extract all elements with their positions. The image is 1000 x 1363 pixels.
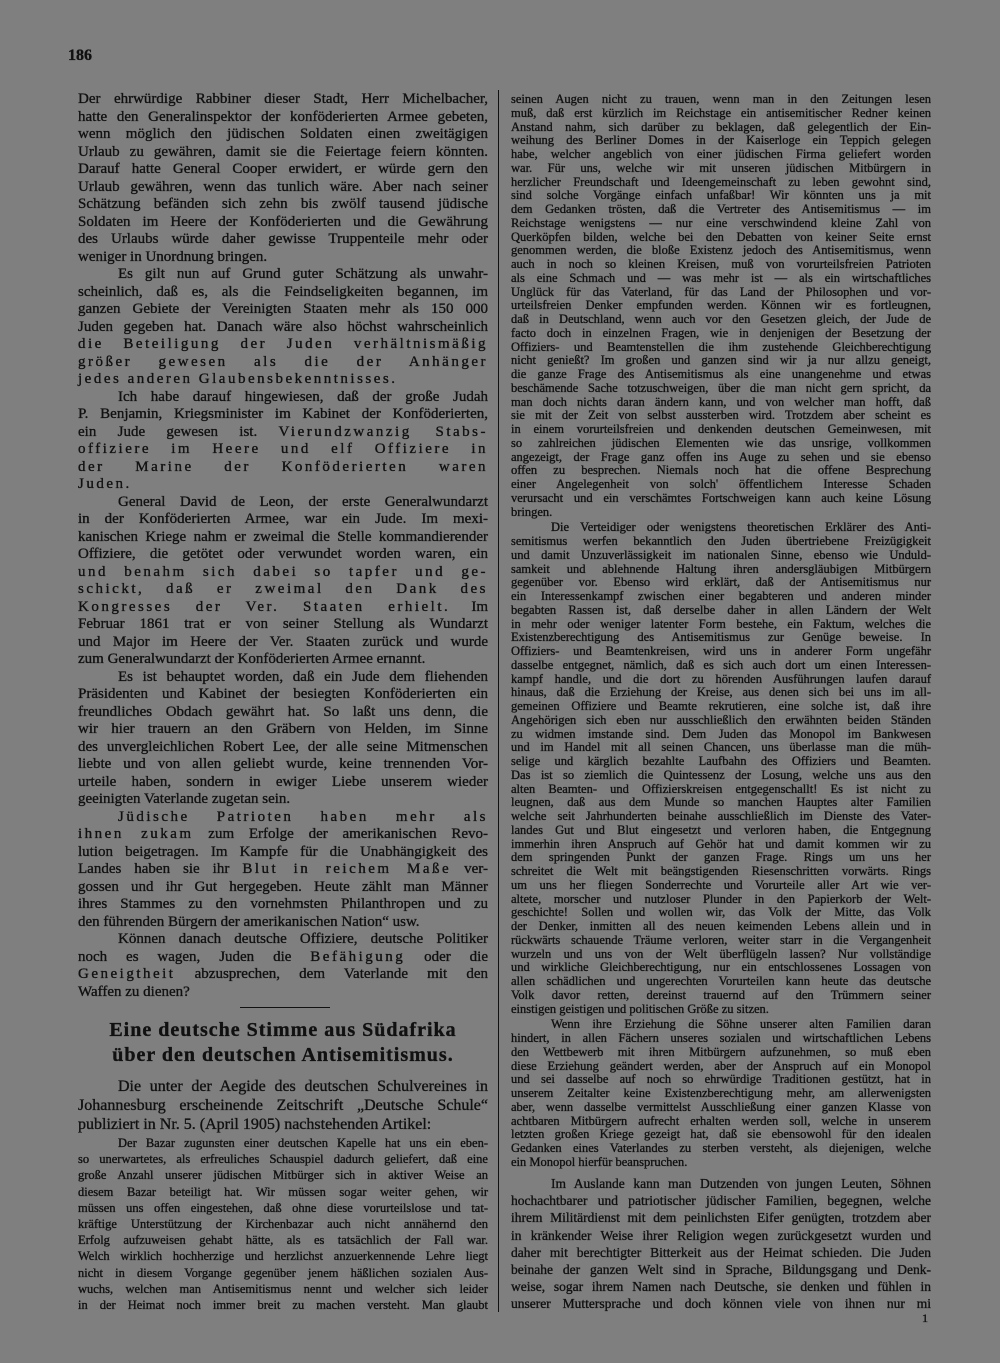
text-segment: Landes haben sie ihr: [78, 861, 243, 877]
text-line: in einem vorurteilsfreien und denkenden deutschen Gemeinwesen, mit: [511, 422, 931, 436]
text-line: hatte den Generalinspektor der konföderierten Armee gebeten,: [78, 108, 488, 125]
text-line: leugnen, daß aus dem Munde so manchen Hauptes alter Familien: [511, 795, 931, 810]
text-line: beschämende Sache totzuschweigen, über die man nicht gern spricht, da: [511, 380, 931, 395]
text-line: Anstand nahm, sich darüber zu beklagen, daß gelegentlich der Ein-: [511, 119, 931, 134]
text-line: landes Gut und Blut eingesetzt und verloren haben, die Entgegnung: [511, 822, 931, 837]
text-line: [78, 459, 488, 477]
spaced-emphasis: Blut in reichem Maße: [242, 861, 452, 877]
text-line: rückwärts schauende Träume verloren, weiter starr in die Vergangenheit: [511, 932, 931, 947]
text-line: geeinigten Vaterlande zugetan sein.: [78, 791, 291, 807]
text-line: der Denker, inmitten all des neuen keimenden Lebens allein und in: [511, 919, 931, 933]
text-line: freundliches Obdach gewährt hat. So laßt uns denn, die: [78, 703, 488, 720]
text-line: beinahe der ganzen Welt sind in Sprache, Bildungsgang und Denk-: [511, 1262, 931, 1278]
text-segment: ver-: [451, 861, 488, 877]
page-number: 186: [68, 47, 92, 64]
text-line: aber, wenn dasselbe vermittelst Ausschließung einer ganzen Klasse von: [511, 1099, 931, 1114]
text-line: daher mit berechtigter Bitterkeit aus der Heimat schieden. Die Juden: [511, 1244, 931, 1260]
text-line: ein Monopol hierfür beanspruchen.: [511, 1154, 688, 1169]
paragraph: [78, 669, 488, 809]
text-line: seinen Augen nicht zu trauen, wenn man in den Zeitungen lesen: [511, 92, 931, 106]
paragraph: [78, 1077, 488, 1134]
text-line: und im Handel mit all seinen Chancen, uns überlasse man die müh-: [511, 740, 931, 755]
text-line: semitismus werfen bekanntlich den Juden übertriebene Freizügigkeit: [511, 534, 931, 548]
text-line: kampf handle, und die dort zu hörenden Ausführungen laufen darauf: [511, 671, 931, 686]
spaced-emphasis: jedes anderen Glaubensbekenntnisses.: [78, 371, 398, 387]
paragraph: [511, 1175, 931, 1313]
spaced-emphasis: Jüdische Patrioten haben mehr als: [118, 808, 488, 825]
text-line: urteilsfreien Denker empfunden werden. Können wir es fortleugnen,: [511, 298, 931, 313]
text-line: Offiziers- und Beamtenstellen die ihm zustehende Gleichberechtigung: [511, 339, 931, 354]
article-intro: [78, 1077, 488, 1134]
text-line: selige und kärglich bezahlte Laufbahn des Offiziers und Beamten.: [511, 754, 931, 768]
text-line: zu widmen imstande sind. Dem Juden das Monopol im Bankwesen: [511, 726, 931, 741]
text-line: hindert, in allen Fächern unseres sozialen und wirtschaftlichen Lebens: [511, 1031, 931, 1045]
text-line: alten Beamten- und Offizierskreisen entgegenschallt! Es ist nicht zu: [511, 781, 931, 796]
text-line: so zahlreichen jüdischen Elementen wie das unsrige, vollkommen: [511, 435, 931, 450]
text-line: immerhin ihren Anspruch auf Gehör hat und damit kommen wir zu: [511, 836, 931, 851]
text-line: als eine Schmach und — was mehr ist — als ein wirtschaftliches: [511, 270, 931, 285]
text-line: weniger in Unordnung bringen.: [78, 248, 268, 265]
text-line: letzten großen Kriege gezeigt hat, daß sie ebensowohl für den idealen: [511, 1127, 931, 1142]
spaced-emphasis: die Beteiligung der Juden verhältnismäßig: [78, 336, 488, 352]
text-line: [78, 599, 488, 617]
text-segment: oder die: [405, 948, 489, 965]
text-line: habe, welcher angeblich von einer jüdischen Firma geliefert worden: [511, 147, 931, 161]
paragraph: [78, 389, 488, 494]
text-line: welche seit Jahrhunderten beinahe ausschließlich im Dienste des Vater-: [511, 809, 931, 823]
text-line: Es ist behauptet worden, daß ein Jude dem fliehenden: [118, 668, 488, 685]
text-line: Querköpfen bilden, welche bei den Debatten von keiner Seite ernst: [511, 229, 931, 244]
text-line: Wenn ihre Erziehung die Söhne unserer alten Familien daran: [551, 1017, 931, 1032]
quoted-article-start: [78, 1135, 488, 1313]
heading-line: über den deutschen Antisemitismus.: [112, 1044, 454, 1066]
text-line: die ganze Frage des Antisemitismus als eine unangenehme und etwas: [511, 367, 931, 381]
text-line: man doch nichts daran ändern kann, und von welcher man hofft, daß: [511, 394, 931, 409]
text-line: gemeinen Offiziere und Beamte rekrutieren, eine solche ist, daß ihre: [511, 699, 931, 713]
text-line: einstigen geistigen und politischen Größe zu sitzen.: [511, 1001, 769, 1016]
text-line: um uns her fliegen Sonderrechte und Vorurteile aller Art wie ver-: [511, 877, 931, 892]
text-line: [78, 336, 488, 354]
text-line: muß, daß erst kürzlich im Reichstage ein antisemitischer Redner keinen: [511, 105, 931, 120]
spaced-emphasis: Juden.: [78, 476, 132, 492]
spaced-emphasis: der Marine der Konföderierten waren: [78, 458, 488, 475]
text-line: Angehörigen sich eben nur ausschließlich den erwähnten beiden Ständen: [511, 712, 931, 727]
text-line: dem springenden Punkt der ganzen Frage. Rings um uns her: [511, 850, 931, 865]
text-segment: noch es wagen, Juden die: [78, 948, 311, 965]
text-line: genommen werden, die bloße Existenz jedoch des Antisemitismus, wenn: [511, 243, 931, 258]
text-line: unserem Zeitalter keine Existenzberechtigung mehr, am allerwenigsten: [511, 1086, 931, 1100]
spaced-emphasis: ihnen zukam: [78, 826, 194, 842]
spaced-emphasis: Befähigung: [310, 948, 406, 965]
text-line: Der Bazar zugunsten einer deutschen Kapelle hat uns ein eben-: [118, 1136, 488, 1150]
text-line: Können danach deutsche Offiziere, deutsche Politiker: [118, 931, 488, 947]
spaced-emphasis: größer gewesen als die der Anhänger: [78, 353, 488, 370]
text-line: hinaus, daß die Erziehung der Kreise, aus denen sich bei uns im all-: [511, 685, 931, 700]
text-line: und sei dasselbe auf noch so ehrwürdige Traditionen gestützt, hat in: [511, 1072, 931, 1087]
text-line: den führenden Bürgern der amerikanischen Nation“ usw.: [78, 913, 420, 930]
text-line: [78, 441, 488, 459]
text-line: Ich habe darauf hingewiesen, daß der große Judah: [118, 388, 488, 405]
text-line: herzlicher Freundschaft und Ideengemeinschaft zu leben gewohnt sind,: [511, 174, 931, 189]
text-line: ihres Stammes zu den vornehmsten Philanthropen und zu: [78, 896, 488, 912]
paragraph: [78, 1135, 488, 1313]
paragraph: [511, 521, 931, 1016]
text-line: geschichte! Sollen und wollen wir, das Volk der Mitte, das Volk: [511, 905, 931, 920]
text-line: war. Für uns, welche wir mit unseren jüdischen Mitbürgern in: [511, 160, 931, 175]
signature-mark: 1: [922, 1311, 928, 1325]
paragraph: [78, 494, 488, 669]
text-line: den Wettbewerb mit ihren Mitbürgern aufzunehmen, so muß eben: [511, 1044, 931, 1059]
text-line: samkeit und ablehnende Haltung ihren andersgläubigen Mitbürgern: [511, 561, 931, 576]
text-line: zum Generalwundarzt der Konföderierten Armee ernannt.: [78, 651, 426, 667]
text-line: Darauf hatte General Cooper erwidert, er würde gern den: [78, 161, 488, 177]
text-line: Volk davor retten, dereinst trauernd auf den Trümmern seiner: [511, 987, 931, 1002]
text-line: ein Interessenkampf zwischen einer begabteren und anderen minder: [511, 589, 931, 603]
column-divider: [498, 90, 499, 1312]
spaced-emphasis: Geneigtheit: [78, 966, 176, 982]
text-line: Existenzberechtigung des Antisemitismus zur Genüge beweise. In: [511, 630, 931, 645]
text-line: weihung des Berliner Domes in der Kaiserloge ein Teppich gelegen: [511, 133, 931, 148]
text-line: wenn möglich den jüdischen Soldaten einen zweitägigen: [78, 126, 488, 142]
text-line: in mehr oder weniger latenter Form bestehe, ein Faktum, welches die: [511, 616, 931, 631]
text-line: gegenüber vor. Ebenso wird erklärt, daß der Antisemitismus nur: [511, 575, 931, 590]
text-line: des unvergleichlichen Robert Lee, der alle seine Mitmenschen: [78, 738, 488, 755]
text-line: P. Benjamin, Kriegsminister im Kabinet der Konföderierten,: [78, 406, 488, 422]
text-line: lution beigetragen. Im Kampfe für die Unabhängigkeit des: [78, 843, 488, 860]
text-line: weise, sogar ihrem Namen nach Deutsche, sie denken und fühlen in: [511, 1279, 931, 1295]
section-divider: [240, 1007, 330, 1008]
text-line: große Anzahl unserer jüdischen Mitbürger sich in aktiver Weise an: [78, 1168, 488, 1183]
text-line: nicht genießt? Im großen und ganzen sind wir ja nur allzu geneigt,: [511, 353, 931, 368]
text-line: auch in noch so kleinen Kreisen, muß von vorurteilsfreien Patrioten: [511, 257, 931, 271]
text-line: Welch wirklich hochherzige und herzlichst anzuerkennende Lehre liegt: [78, 1249, 488, 1264]
text-line: urteile haben, sondern in ewiger Liebe unserem wieder: [78, 773, 488, 790]
text-line: [78, 809, 488, 827]
spaced-emphasis: offiziere im Heere und elf Offiziere in: [78, 441, 488, 457]
text-line: in der Heimat noch immer breit zu machen versteht. Man glaubt: [78, 1298, 488, 1313]
text-line: so unerwartetes, als erfreuliches Schauspiel dadurch geliefert, daß eine: [78, 1152, 488, 1167]
text-line: diesem Bazar beteiligt hat. Wir müssen sogar weiter gehen, wir: [78, 1184, 488, 1199]
text-line: Im Auslande kann man Dutzenden von jungen Leuten, Söhnen: [551, 1176, 931, 1191]
text-line: [78, 354, 488, 372]
article-heading: [78, 1018, 488, 1068]
text-line: einer Angelegenheit von solch' öffentlichem Interesse Schaden: [511, 477, 931, 491]
text-line: Es gilt nun auf Grund guter Schätzung als unwahr-: [118, 266, 488, 282]
paragraph: [511, 93, 931, 519]
spaced-emphasis: schickt, daß er zweimal den Dank des: [78, 581, 488, 597]
text-line: bringen.: [511, 504, 553, 519]
text-line: [78, 826, 488, 844]
paragraph: [511, 1018, 931, 1169]
text-line: altete, morscher und nutzloser Plunder in den Papierkorb der Welt-: [511, 891, 931, 906]
text-line: kanischen Kriege nahm er zweimal die Stelle kommandierender: [78, 528, 488, 545]
text-line: sind solche Vorgänge einfach unfaßbar! Wir könnten uns ja mit: [511, 188, 931, 203]
text-line: Johannesburg erscheinende Zeitschrift „Deutsche Schule“: [78, 1097, 488, 1114]
text-line: wir hier trauern an den Gräbern von Helden, im Sinne: [78, 721, 488, 737]
left-column-text: [78, 91, 488, 1001]
text-line: offen zu besprechen. Niemals noch hat die offene Besprechung: [511, 463, 931, 478]
text-line: Unglück für das Vaterland, für das Land der Philosophen und vor-: [511, 284, 931, 299]
paragraph: [78, 809, 488, 932]
text-line: und Major im Heere der Ver. Staaten zurück und wurde: [78, 633, 488, 650]
text-line: [78, 424, 488, 442]
text-line: daß in Deutschland, wenn auch vor den Gesetzen gleich, der Jude de: [511, 312, 931, 326]
text-line: allen schädlichen und ungerechten Vorurteilen kann heute das deutsche: [511, 974, 931, 988]
text-line: dasselbe entgegnet, nämlich, daß es sich auch dort um einen Interessen-: [511, 657, 931, 672]
text-line: [78, 371, 488, 389]
text-line: sie mit der Zeit von selbst aussterben wird. Trotzdem aber scheint es: [511, 408, 931, 423]
text-line: liebte und von allen geliebt wurde, keine trennenden Vor-: [78, 756, 488, 772]
text-line: in der Konföderierten Armee, war ein Jude. Im mexi-: [78, 511, 488, 527]
text-line: müssen uns offen eingestehen, daß ohne diese vorurteilslose und tat-: [78, 1200, 488, 1215]
text-line: [78, 476, 488, 494]
text-line: [78, 966, 488, 984]
text-line: Präsidenten und Kabinet der besiegten Konföderierten ein: [78, 686, 488, 702]
text-line: angezeigt, der Frage ganz offen ins Auge zu sehen und sie ebenso: [511, 449, 931, 464]
text-line: Februar 1861 trat er von seiner Stellung als Wundarzt: [78, 616, 488, 632]
text-line: Offiziers- und Beamtenkreisen, wird uns in anderer Form ungefähr: [511, 644, 931, 658]
paragraph: [78, 91, 488, 266]
text-line: und damit Unzuverlässigkeit im nationalen Sinne, ebenso wie Unduld-: [511, 547, 931, 562]
text-line: diese Erziehung geändert werden, aber der Anspruch auf ein Monopol: [511, 1058, 931, 1073]
text-line: Der ehrwürdige Rabbiner dieser Stadt, Herr Michelbacher,: [78, 91, 488, 107]
text-line: gossen und ihr Gut hergegeben. Heute zählt man Männer: [78, 878, 488, 895]
text-line: Waffen zu dienen?: [78, 983, 190, 1000]
text-line: Reichstage wenigstens — nur eine verschwindend kleine Zahl von: [511, 215, 931, 230]
text-line: scheinlich, daß es, als die Feindseligkeiten begannen, im: [78, 283, 488, 300]
text-line: [78, 581, 488, 599]
text-line: Offiziere, die getötet oder verwundet worden waren, ein: [78, 546, 488, 562]
text-line: achtbaren Mitbürgern aufrecht erhalten werden soll, welche in unserem: [511, 1113, 931, 1128]
text-line: unserer Muttersprache und doch können viele von ihnen nur mi: [511, 1296, 931, 1312]
text-line: Das ist so ziemlich die Quintessenz der Losung, welche uns aus den: [511, 767, 931, 782]
text-line: General David de Leon, der erste Generalwundarzt: [118, 493, 488, 510]
text-line: ganzen Gebiete der Vereinigten Staaten mehr als 150 000: [78, 301, 488, 317]
text-line: wurzeln und uns von der Welt überflügeln lassen? Nur vollständige: [511, 946, 931, 961]
text-line: facto doch in einzelnen Fragen, wie in denjenigen der Besetzung der: [511, 325, 931, 340]
text-line: [78, 564, 488, 582]
text-line: Juden gegeben hat. Danach wäre also höchst wahrscheinlich: [78, 318, 488, 335]
text-line: dem Gedanken trösten, daß die Vertreter des Antisemitismus — im: [511, 202, 931, 216]
text-line: kräftige Unterstützung der Kirchenbazar auch nicht annähernd den: [78, 1217, 488, 1232]
text-line: Schätzung befänden sich zehn bis zwölf tausend jüdische: [78, 196, 488, 212]
text-line: Soldaten im Heere der Konföderierten und die Gewährung: [78, 213, 488, 230]
text-segment: abzusprechen, dem Vaterlande mit den: [175, 966, 488, 982]
text-line: Gedanken eines Vaterlandes zu sterben versteht, als diejenigen, welche: [511, 1141, 931, 1155]
spaced-emphasis: und benahm sich dabei so tapfer und ge-: [78, 563, 488, 580]
text-line: publiziert in Nr. 5. (April 1905) nachstehenden Artikel:: [78, 1116, 432, 1133]
text-line: schreitet die Welt mit beängstigenden Riesenschritten vorwärts. Rings: [511, 864, 931, 878]
text-line: ihrem Militärdienst mit dem peinlichsten Eifer genügten, trotzdem aber: [511, 1210, 931, 1226]
heading-line: Eine deutsche Stimme aus Südafrika: [109, 1019, 457, 1041]
right-column-text: [511, 93, 931, 1170]
text-line: wuchs, welchen man Antisemitismus nennt und welcher sich leider: [78, 1281, 488, 1296]
text-line: begabten Rassen ist, daß derselbe daher in allen Ländern der Welt: [511, 602, 931, 617]
closing-paragraph: [511, 1175, 931, 1313]
paragraph: [78, 931, 488, 1001]
text-segment: Im: [450, 598, 488, 615]
text-line: Die unter der Aegide des deutschen Schulvereines in: [118, 1078, 488, 1095]
text-line: hochachtbarer und patriotischer jüdischer Familien, begegnen, welche: [511, 1193, 931, 1209]
text-line: verursacht und ein verschämtes Fortschweigen kann auch keine Lösung: [511, 490, 931, 505]
text-line: nicht in diesem Vorgange gegenüber jenem häßlichen sozialen Aus-: [78, 1265, 488, 1280]
text-line: und wirkliche Gleichberechtigung, nur ein entschlossenes Lossagen von: [511, 960, 931, 975]
text-line: in kränkender Weise ihrer Religion wegen zurückgesetzt wurden und: [511, 1227, 931, 1243]
text-line: Die Verteidiger oder wenigstens theoretischen Erklärer des Anti-: [551, 520, 931, 535]
paragraph: [78, 266, 488, 389]
text-line: Urlaub zu gewähren, damit sie die Feiertage feiern könnten.: [78, 143, 488, 160]
text-segment: zum Erfolge der amerikanischen Revo-: [193, 826, 488, 842]
spaced-emphasis: Kongresses der Ver. Staaten erhielt.: [78, 598, 451, 615]
spaced-emphasis: Vierundzwanzig Stabs-: [278, 423, 489, 440]
text-segment: ein Jude gewesen ist.: [78, 423, 279, 440]
text-line: Urlaub gewähren, wenn das tunlich wäre. Aber nach seiner: [78, 178, 488, 195]
text-line: [78, 861, 488, 879]
text-line: Erfolg aufzuweisen gehabt hätte, als es tatsächlich der Fall war.: [78, 1233, 488, 1248]
text-line: des Urlaubs würde daher gewisse Truppenteile mehr oder: [78, 231, 488, 247]
text-line: [78, 949, 488, 967]
